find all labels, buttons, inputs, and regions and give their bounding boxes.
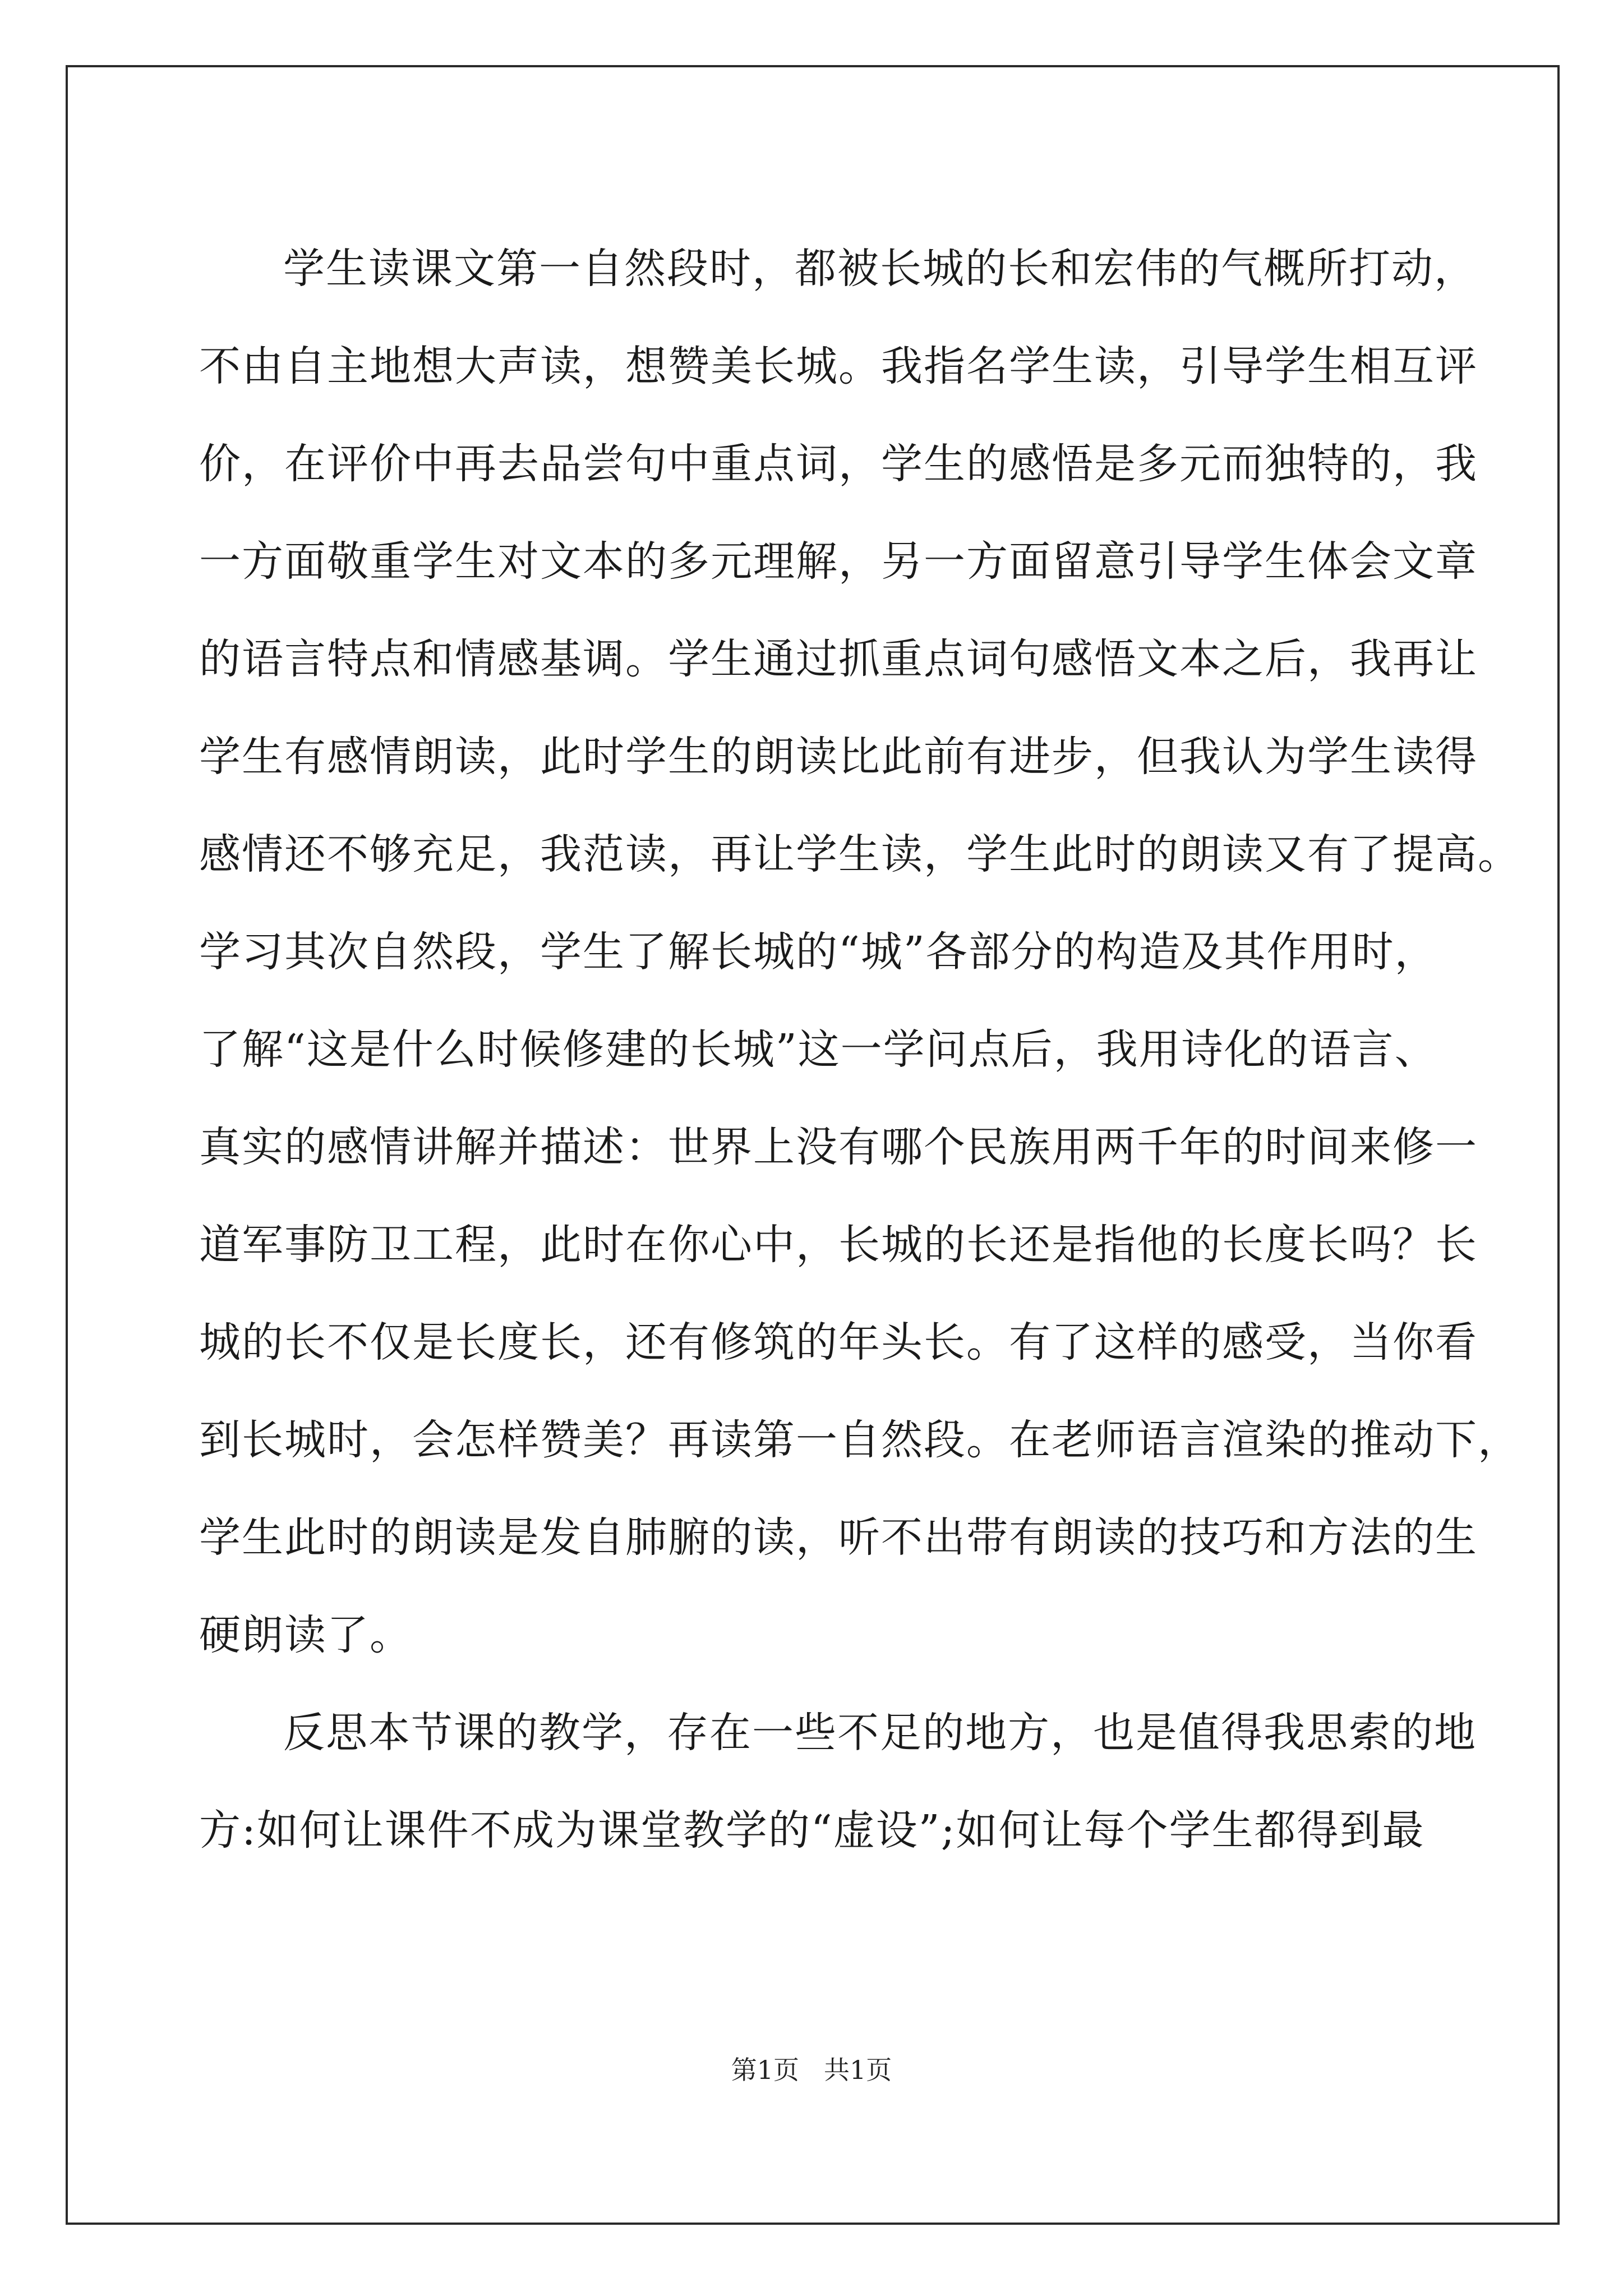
paragraph-line: 不由自主地想大声读，想赞美长城。我指名学生读，引导学生相互评 bbox=[199, 342, 1478, 390]
paragraph-line: 方:如何让课件不成为课堂教学的“虚设”;如何让每个学生都得到最 bbox=[199, 1806, 1425, 1855]
paragraph-line: 一方面敬重学生对文本的多元理解，另一方面留意引导学生体会文章 bbox=[199, 537, 1478, 586]
paragraph-line: 学生有感情朗读，此时学生的朗读比此前有进步，但我认为学生读得 bbox=[199, 733, 1478, 781]
paragraph-line: 感情还不够充足，我范读，再让学生读，学生此时的朗读又有了提高。 bbox=[199, 830, 1520, 878]
paragraph-line: 学生读课文第一自然段时，都被长城的长和宏伟的气概所打动， bbox=[283, 245, 1477, 293]
page-number-current: 第1页 bbox=[731, 2055, 799, 2085]
paragraph-line: 硬朗读了。 bbox=[199, 1611, 412, 1659]
paragraph-line: 城的长不仅是长度长，还有修筑的年头长。有了这样的感受，当你看 bbox=[199, 1318, 1478, 1366]
page-footer bbox=[0, 2053, 1623, 2087]
paragraph-line: 到长城时，会怎样赞美？再读第一自然段。在老师语言渲染的推动下， bbox=[199, 1416, 1520, 1464]
paragraph-line: 的语言特点和情感基调。学生通过抓重点词句感悟文本之后，我再让 bbox=[199, 635, 1478, 683]
paragraph-line: 真实的感情讲解并描述：世界上没有哪个民族用两千年的时间来修一 bbox=[199, 1123, 1478, 1171]
page-number-total: 共1页 bbox=[824, 2055, 892, 2085]
paragraph-line: 学习其次自然段，学生了解长城的“城”各部分的构造及其作用时， bbox=[199, 928, 1437, 976]
paragraph-line: 道军事防卫工程，此时在你心中，长城的长还是指他的长度长吗？长 bbox=[199, 1221, 1478, 1269]
paragraph-line: 反思本节课的教学，存在一些不足的地方，也是值得我思索的地 bbox=[283, 1709, 1477, 1757]
paragraph-line: 了解“这是什么时候修建的长城”这一学问点后，我用诗化的语言、 bbox=[199, 1025, 1437, 1074]
document-body bbox=[199, 220, 1520, 1879]
paragraph-line: 学生此时的朗读是发自肺腑的读，听不出带有朗读的技巧和方法的生 bbox=[199, 1513, 1478, 1562]
paragraph-line: 价，在评价中再去品尝句中重点词，学生的感悟是多元而独特的，我 bbox=[199, 440, 1478, 488]
